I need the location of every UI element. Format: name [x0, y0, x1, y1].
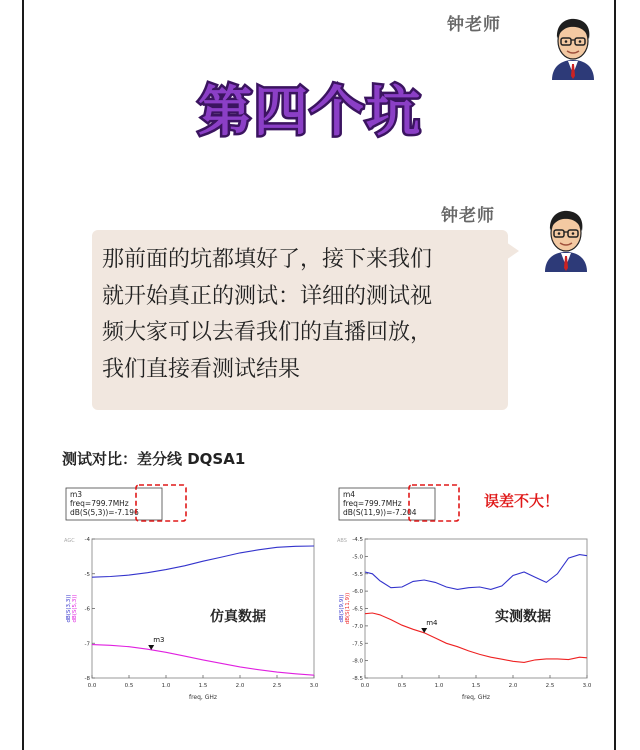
speech-bubble-tail [506, 242, 519, 260]
plot-area [365, 539, 587, 678]
marker-readout-line: m4 [343, 490, 356, 499]
y-tick-label: -6.5 [352, 606, 363, 613]
x-axis-label: freq, GHz [188, 694, 218, 701]
y-axis-label: dB(S(5,3)) [72, 594, 78, 623]
marker-readout-line: dB(S(5,3))=-7.196 [70, 508, 139, 517]
y-tick-label: -5 [84, 571, 90, 578]
y-tick-label: -4.5 [352, 537, 363, 543]
teacher-avatar-top [548, 14, 598, 80]
x-tick-label: 2.0 [508, 683, 518, 689]
y-tick-label: -7.0 [352, 623, 363, 630]
bubble-line-3: 频大家可以去看我们的直播回放， [102, 320, 433, 345]
y-axis-label: dB(S(11,9)) [345, 592, 351, 625]
x-tick-label: 0.0 [87, 683, 97, 689]
corner-tag: ABS [337, 538, 347, 544]
x-tick-label: 2.0 [235, 683, 245, 689]
y-tick-label: -7.5 [352, 641, 363, 648]
x-tick-label: 1.5 [198, 683, 208, 689]
section-title: 测试对比：差分线 DQSA1 [62, 450, 246, 468]
x-tick-label: 2.5 [272, 683, 282, 689]
y-tick-label: -5.0 [352, 554, 363, 561]
bubble-line-4: 我们直接看测试结果 [102, 356, 301, 382]
y-tick-label: -7 [84, 641, 90, 648]
y-tick-label: -4 [84, 537, 90, 543]
x-tick-label: 0.5 [397, 683, 407, 689]
y-tick-label: -5.5 [352, 571, 363, 578]
x-tick-label: 2.5 [545, 683, 555, 689]
chart-simulation [62, 482, 330, 708]
teacher-label-top: 钟老师 [447, 15, 501, 35]
speech-bubble [92, 230, 508, 410]
x-axis-label: freq, GHz [461, 694, 491, 701]
marker-readout-line: freq=799.7MHz [70, 499, 129, 508]
marker-label: m4 [426, 618, 438, 627]
y-tick-label: -6 [84, 606, 90, 613]
teacher-label-mid: 钟老师 [441, 206, 495, 226]
bubble-line-1: 那前面的坑都填好了，接下来我们 [102, 247, 433, 272]
chart-measurement [335, 482, 603, 708]
y-tick-label: -6.0 [352, 589, 363, 596]
y-tick-label: -8.0 [352, 658, 363, 665]
bubble-line-2: 就开始真正的测试：详细的测试视 [102, 283, 433, 309]
overlay-label: 仿真数据 [210, 609, 266, 625]
corner-tag: AGC [64, 538, 75, 544]
teacher-avatar-mid [541, 206, 591, 272]
marker-readout-line: m3 [70, 490, 83, 499]
marker-label: m3 [153, 636, 165, 645]
marker-readout-line: freq=799.7MHz [343, 499, 402, 508]
x-tick-label: 0.0 [360, 683, 370, 689]
x-tick-label: 1.5 [471, 683, 481, 689]
y-axis-label: dB(S(3,3)) [66, 594, 72, 623]
x-tick-label: 3.0 [582, 683, 592, 689]
y-tick-label: -8 [84, 676, 90, 682]
marker-readout-line: dB(S(11,9))=-7.204 [343, 508, 417, 517]
x-tick-label: 1.0 [161, 683, 171, 689]
x-tick-label: 0.5 [124, 683, 134, 689]
banner-title [190, 62, 430, 154]
x-tick-label: 3.0 [309, 683, 319, 689]
overlay-label: 实测数据 [495, 609, 551, 625]
callout-text: 误差不大！ [484, 492, 560, 510]
banner-title-text: 第四个坑 [198, 80, 422, 143]
y-tick-label: -8.5 [352, 676, 363, 682]
plot-area [92, 539, 314, 678]
x-tick-label: 1.0 [434, 683, 444, 689]
y-axis-label: dB(S(9,9)) [339, 594, 345, 623]
